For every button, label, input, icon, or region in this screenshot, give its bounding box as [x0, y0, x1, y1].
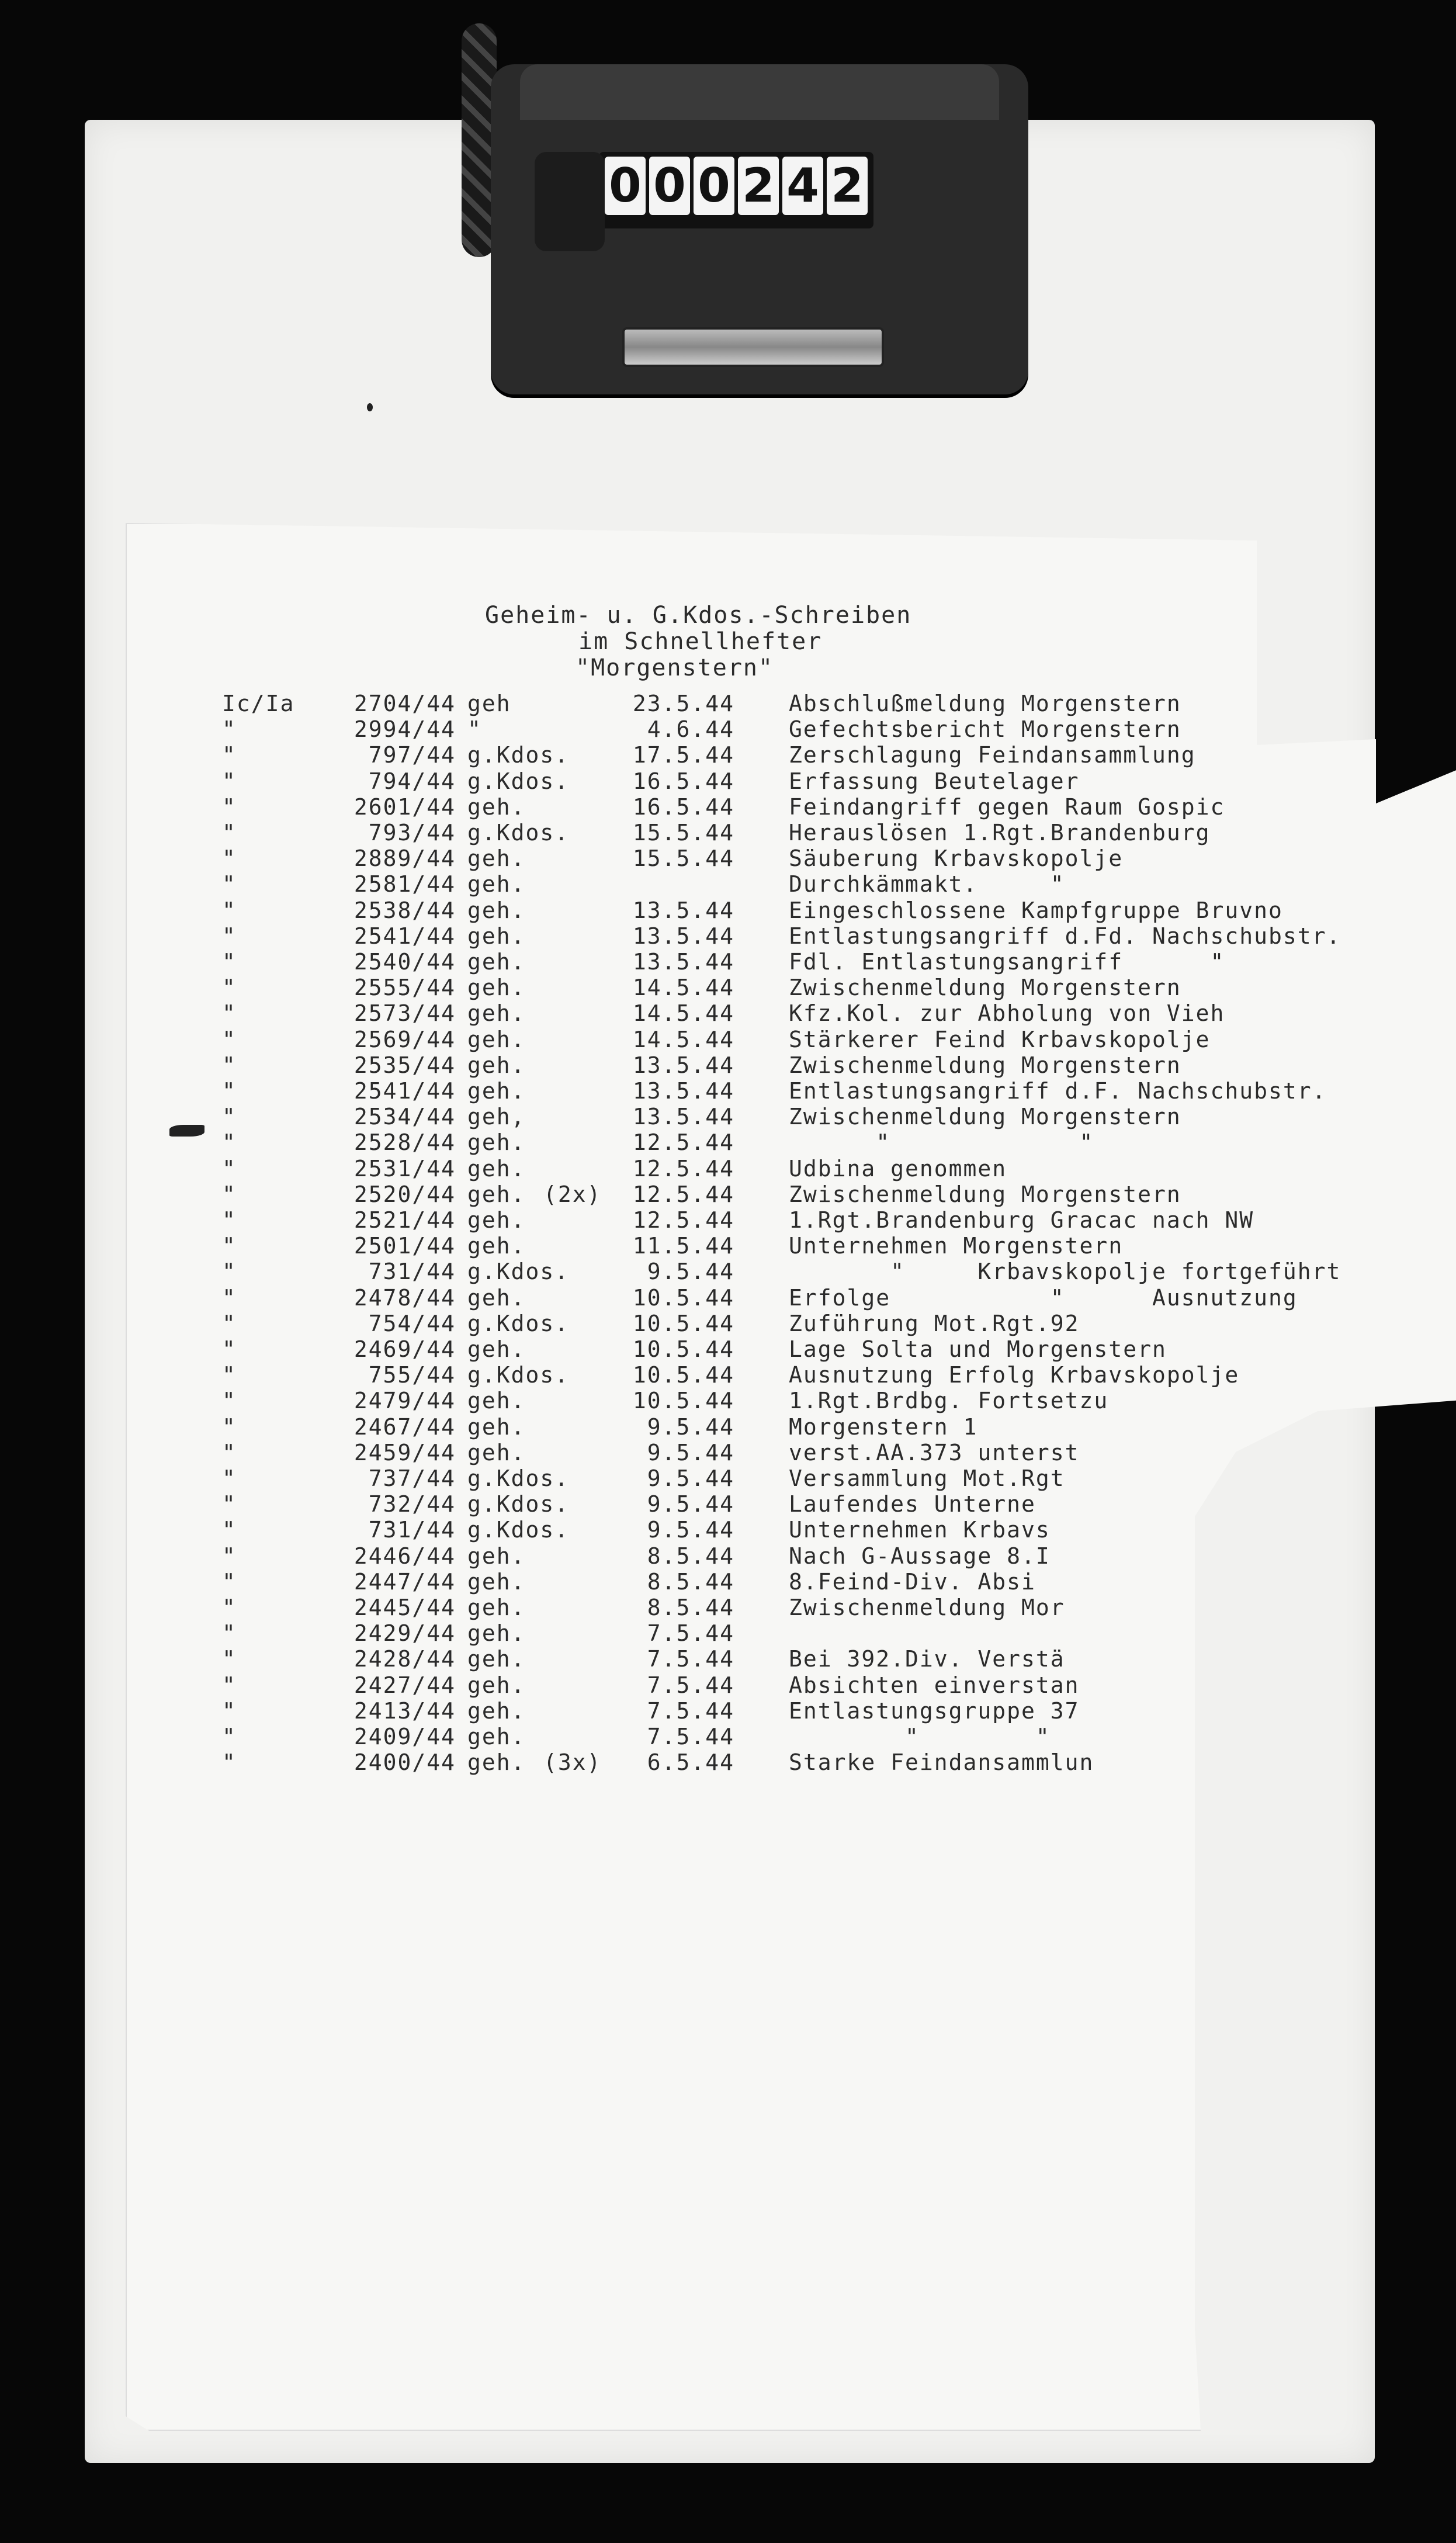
subject-cell: Erfassung Beutelager — [789, 768, 1080, 794]
reference-number: 731/44 — [368, 1517, 456, 1543]
subject-cell: Entlastungsangriff d.Fd. Nachschubstr. — [789, 923, 1341, 949]
date-cell: 9.5.44 — [647, 1517, 734, 1543]
date-cell: 8.5.44 — [647, 1543, 734, 1569]
subject-cell: " " — [789, 1724, 1051, 1749]
date-cell: 12.5.44 — [632, 1155, 734, 1182]
dept-cell: " — [222, 975, 237, 1001]
subject-cell: Bei 392.Div. Verstä — [789, 1646, 1065, 1672]
classification: geh. — [467, 1130, 526, 1156]
date-cell: 9.5.44 — [647, 1465, 734, 1491]
subject-cell: Laufendes Unterne — [789, 1491, 1036, 1518]
list-item — [0, 1078, 1456, 1104]
list-item — [0, 1440, 1456, 1465]
subject-cell: Udbina genommen — [789, 1155, 1007, 1182]
reference-number: 2555/44 — [353, 975, 456, 1001]
list-item — [0, 1646, 1456, 1672]
date-cell: 14.5.44 — [632, 1026, 734, 1052]
dept-cell: " — [222, 1026, 237, 1052]
subject-cell: Nach G-Aussage 8.I — [789, 1543, 1051, 1569]
classification: geh. — [467, 1595, 526, 1620]
date-cell: 13.5.44 — [632, 897, 734, 923]
list-item — [0, 1259, 1456, 1284]
dept-cell: " — [222, 846, 237, 872]
subject-cell: Entlastungsangriff d.F. Nachschubstr. — [789, 1078, 1327, 1104]
list-item — [0, 742, 1456, 768]
subject-cell: 1.Rgt.Brandenburg Gracac nach NW — [789, 1207, 1254, 1233]
dept-cell: " — [222, 1697, 237, 1724]
date-cell: 6.5.44 — [647, 1749, 734, 1776]
dept-cell: " — [222, 1052, 237, 1078]
subject-cell: Erfolge " Ausnutzung — [789, 1284, 1298, 1311]
counter-digit: 4 — [782, 157, 823, 215]
classification: geh. — [467, 897, 526, 923]
dept-cell: " — [222, 768, 237, 794]
dept-cell: " — [222, 1646, 237, 1672]
date-cell: 7.5.44 — [647, 1672, 734, 1698]
subject-cell: " " — [789, 1130, 1094, 1156]
copies-note: (2x) — [543, 1181, 602, 1207]
subject-cell: 1.Rgt.Brdbg. Fortsetzu — [789, 1388, 1109, 1414]
classification: geh. — [467, 1749, 526, 1776]
folder-name: "Morgenstern" — [576, 654, 774, 681]
date-cell: 10.5.44 — [632, 1284, 734, 1311]
reference-number: 2520/44 — [353, 1181, 456, 1207]
date-cell: 9.5.44 — [647, 1259, 734, 1285]
subject-cell: " Krbavskopolje fortgeführt — [789, 1259, 1341, 1285]
reference-number: 2427/44 — [353, 1672, 456, 1698]
reference-number: 2889/44 — [353, 846, 456, 872]
counter-digit: 2 — [827, 157, 868, 215]
reference-number: 2521/44 — [353, 1207, 456, 1233]
list-item — [0, 1285, 1456, 1311]
classification: geh. — [467, 1620, 526, 1647]
date-cell: 16.5.44 — [632, 794, 734, 820]
reference-number: 2528/44 — [353, 1130, 456, 1156]
list-item — [0, 1749, 1456, 1775]
dept-cell: " — [222, 1207, 237, 1233]
counter-digit: 0 — [649, 157, 690, 215]
date-cell: 13.5.44 — [632, 1104, 734, 1130]
classification: geh. — [467, 846, 526, 872]
list-item — [0, 1336, 1456, 1362]
dept-cell: " — [222, 1233, 237, 1259]
date-cell: 7.5.44 — [647, 1697, 734, 1724]
list-item — [0, 1130, 1456, 1155]
date-cell: 7.5.44 — [647, 1646, 734, 1672]
reference-number: 2400/44 — [353, 1749, 456, 1776]
date-cell: 7.5.44 — [647, 1724, 734, 1749]
list-item — [0, 1388, 1456, 1413]
list-item — [0, 1207, 1456, 1233]
list-item — [0, 1569, 1456, 1595]
list-item — [0, 1311, 1456, 1336]
subject-cell: Zuführung Mot.Rgt.92 — [789, 1310, 1080, 1336]
subject-cell: 8.Feind-Div. Absi — [789, 1568, 1036, 1595]
classification: " — [467, 716, 482, 743]
reference-number: 2569/44 — [353, 1026, 456, 1052]
classification: g.Kdos. — [467, 1517, 570, 1543]
list-item — [0, 1362, 1456, 1388]
dept-cell: " — [222, 1595, 237, 1620]
classification: geh. — [467, 871, 526, 898]
classification: geh. — [467, 1078, 526, 1104]
dept-cell: " — [222, 897, 237, 923]
counter-digit: 0 — [694, 157, 734, 215]
list-item — [0, 1517, 1456, 1543]
reference-number: 2994/44 — [353, 716, 456, 743]
list-item — [0, 1104, 1456, 1130]
date-cell: 11.5.44 — [632, 1233, 734, 1259]
date-cell: 16.5.44 — [632, 768, 734, 794]
reference-number: 731/44 — [368, 1259, 456, 1285]
classification: geh. — [467, 1697, 526, 1724]
dept-cell: " — [222, 1000, 237, 1027]
list-item — [0, 949, 1456, 975]
subject-cell: Zwischenmeldung Morgenstern — [789, 1052, 1181, 1078]
reference-number: 2540/44 — [353, 949, 456, 975]
list-item — [0, 1724, 1456, 1749]
reference-number: 2534/44 — [353, 1104, 456, 1130]
reference-number: 2531/44 — [353, 1155, 456, 1182]
list-item — [0, 1491, 1456, 1517]
date-cell: 17.5.44 — [632, 742, 734, 768]
subject-cell: Zwischenmeldung Morgenstern — [789, 1104, 1181, 1130]
reference-number: 2429/44 — [353, 1620, 456, 1647]
reference-number: 2541/44 — [353, 923, 456, 949]
dept-cell: " — [222, 1749, 237, 1776]
classification: geh. — [467, 1336, 526, 1362]
date-cell: 4.6.44 — [647, 716, 734, 743]
dept-cell: " — [222, 1259, 237, 1285]
date-cell: 10.5.44 — [632, 1362, 734, 1388]
list-item — [0, 1465, 1456, 1491]
subject-cell: Ausnutzung Erfolg Krbavskopolje — [789, 1362, 1240, 1388]
dept-cell: " — [222, 1155, 237, 1182]
subject-cell: Durchkämmakt. " — [789, 871, 1065, 898]
subject-cell: Säuberung Krbavskopolje — [789, 846, 1124, 872]
date-cell: 12.5.44 — [632, 1130, 734, 1156]
list-item — [0, 691, 1456, 716]
date-cell: 10.5.44 — [632, 1310, 734, 1336]
dept-cell: " — [222, 1078, 237, 1104]
reference-number: 2479/44 — [353, 1388, 456, 1414]
classification: geh. — [467, 1155, 526, 1182]
classification: geh. — [467, 1388, 526, 1414]
list-item — [0, 716, 1456, 742]
classification: g.Kdos. — [467, 768, 570, 794]
dept-cell: " — [222, 1491, 237, 1518]
subject-cell: Unternehmen Morgenstern — [789, 1233, 1124, 1259]
reference-number: 2447/44 — [353, 1568, 456, 1595]
classification: geh. — [467, 1207, 526, 1233]
subject-cell: Entlastungsgruppe 37 — [789, 1697, 1080, 1724]
classification: geh. — [467, 1724, 526, 1749]
date-cell: 9.5.44 — [647, 1439, 734, 1465]
reference-number: 2535/44 — [353, 1052, 456, 1078]
margin-mark — [169, 1125, 204, 1137]
date-cell: 14.5.44 — [632, 975, 734, 1001]
dept-cell: " — [222, 1181, 237, 1207]
date-cell: 13.5.44 — [632, 1052, 734, 1078]
classification: geh, — [467, 1104, 526, 1130]
reference-number: 2704/44 — [353, 691, 456, 716]
subject-cell: Abschlußmeldung Morgenstern — [789, 691, 1181, 716]
list-item — [0, 1698, 1456, 1724]
classification: geh — [467, 691, 511, 716]
list-item — [0, 1620, 1456, 1646]
dept-cell: " — [222, 1620, 237, 1647]
dept-cell: " — [222, 1724, 237, 1749]
date-cell: 9.5.44 — [647, 1413, 734, 1440]
reference-number: 2469/44 — [353, 1336, 456, 1362]
subject-cell: verst.AA.373 unterst — [789, 1439, 1080, 1465]
list-item — [0, 768, 1456, 794]
reference-number: 2501/44 — [353, 1233, 456, 1259]
list-item — [0, 1414, 1456, 1440]
reference-number: 737/44 — [368, 1465, 456, 1491]
reference-number: 2445/44 — [353, 1595, 456, 1620]
subject-cell: Versammlung Mot.Rgt — [789, 1465, 1065, 1491]
copies-note: (3x) — [543, 1749, 602, 1776]
reference-number: 2541/44 — [353, 1078, 456, 1104]
reference-number: 797/44 — [368, 742, 456, 768]
classification: g.Kdos. — [467, 1310, 570, 1336]
list-item — [0, 871, 1456, 897]
date-cell: 23.5.44 — [632, 691, 734, 716]
page-title: Geheim- u. G.Kdos.-Schreiben — [485, 602, 912, 629]
dept-cell: " — [222, 1568, 237, 1595]
subject-cell: Fdl. Entlastungsangriff " — [789, 949, 1225, 975]
date-cell: 9.5.44 — [647, 1491, 734, 1518]
dept-cell: " — [222, 716, 237, 743]
date-cell: 13.5.44 — [632, 1078, 734, 1104]
classification: g.Kdos. — [467, 1362, 570, 1388]
classification: geh. — [467, 1233, 526, 1259]
reference-number: 2413/44 — [353, 1697, 456, 1724]
classification: geh. — [467, 1672, 526, 1698]
dept-cell: " — [222, 1130, 237, 1156]
dept-cell: " — [222, 742, 237, 768]
list-item — [0, 1595, 1456, 1620]
classification: geh. — [467, 1543, 526, 1569]
dept-cell: " — [222, 1388, 237, 1414]
list-item — [0, 1543, 1456, 1569]
subject-cell: Absichten einverstan — [789, 1672, 1080, 1698]
date-cell: 10.5.44 — [632, 1388, 734, 1414]
dept-cell: " — [222, 871, 237, 898]
classification: geh. — [467, 949, 526, 975]
classification: g.Kdos. — [467, 1491, 570, 1518]
subject-cell: Zwischenmeldung Morgenstern — [789, 1181, 1181, 1207]
list-item — [0, 975, 1456, 1000]
reference-number: 794/44 — [368, 768, 456, 794]
dept-cell: " — [222, 1543, 237, 1569]
list-item — [0, 1233, 1456, 1259]
list-item — [0, 1052, 1456, 1078]
classification: geh. — [467, 975, 526, 1001]
dept-cell: " — [222, 1672, 237, 1698]
classification: g.Kdos. — [467, 1259, 570, 1285]
reference-number: 2446/44 — [353, 1543, 456, 1569]
classification: geh. — [467, 1413, 526, 1440]
list-item — [0, 1027, 1456, 1052]
subject-cell: Kfz.Kol. zur Abholung von Vieh — [789, 1000, 1225, 1027]
classification: geh. — [467, 923, 526, 949]
reference-number: 732/44 — [368, 1491, 456, 1518]
list-item — [0, 898, 1456, 923]
list-item — [0, 794, 1456, 820]
classification: geh. — [467, 1052, 526, 1078]
dept-cell: " — [222, 1362, 237, 1388]
reference-number: 755/44 — [368, 1362, 456, 1388]
reference-number: 2478/44 — [353, 1284, 456, 1311]
date-cell: 7.5.44 — [647, 1620, 734, 1647]
subject-cell: Herauslösen 1.Rgt.Brandenburg — [789, 820, 1211, 846]
classification: g.Kdos. — [467, 820, 570, 846]
list-item — [0, 1672, 1456, 1698]
subject-cell: Lage Solta und Morgenstern — [789, 1336, 1167, 1362]
reference-number: 2601/44 — [353, 794, 456, 820]
list-item — [0, 846, 1456, 871]
reference-number: 793/44 — [368, 820, 456, 846]
dept-cell: " — [222, 1310, 237, 1336]
list-item — [0, 1156, 1456, 1182]
date-cell: 8.5.44 — [647, 1595, 734, 1620]
date-cell: 10.5.44 — [632, 1336, 734, 1362]
subject-cell: Gefechtsbericht Morgenstern — [789, 716, 1181, 743]
dept-cell: " — [222, 820, 237, 846]
dept-cell: " — [222, 923, 237, 949]
classification: geh. — [467, 1284, 526, 1311]
date-cell: 15.5.44 — [632, 820, 734, 846]
reference-number: 2573/44 — [353, 1000, 456, 1027]
counter-digit: 2 — [738, 157, 779, 215]
dept-cell: " — [222, 1336, 237, 1362]
dept-cell: " — [222, 1517, 237, 1543]
subject-cell: Unternehmen Krbavs — [789, 1517, 1051, 1543]
dept-cell: " — [222, 1465, 237, 1491]
subject-cell: Zerschlagung Feindansammlung — [789, 742, 1196, 768]
classification: geh. — [467, 1568, 526, 1595]
classification: geh. — [467, 1439, 526, 1465]
subject-cell: Starke Feindansammlun — [789, 1749, 1094, 1776]
reference-number: 2409/44 — [353, 1724, 456, 1749]
list-item — [0, 1182, 1456, 1207]
dept-cell: " — [222, 949, 237, 975]
reference-number: 2538/44 — [353, 897, 456, 923]
subject-cell: Stärkerer Feind Krbavskopolje — [789, 1026, 1211, 1052]
date-cell: 15.5.44 — [632, 846, 734, 872]
list-item — [0, 1000, 1456, 1026]
subject-cell: Zwischenmeldung Mor — [789, 1595, 1065, 1620]
date-cell: 14.5.44 — [632, 1000, 734, 1027]
dept-cell: " — [222, 1104, 237, 1130]
list-item — [0, 820, 1456, 846]
date-cell: 12.5.44 — [632, 1181, 734, 1207]
date-cell: 13.5.44 — [632, 923, 734, 949]
date-cell: 8.5.44 — [647, 1568, 734, 1595]
classification: geh. — [467, 1026, 526, 1052]
dept-cell: Ic/Ia — [222, 691, 295, 716]
reference-number: 2428/44 — [353, 1646, 456, 1672]
subject-cell: Morgenstern 1 — [789, 1413, 978, 1440]
classification: geh. — [467, 1181, 526, 1207]
subject-cell: Zwischenmeldung Morgenstern — [789, 975, 1181, 1001]
reference-number: 754/44 — [368, 1310, 456, 1336]
classification: geh. — [467, 794, 526, 820]
dept-cell: " — [222, 1413, 237, 1440]
classification: g.Kdos. — [467, 1465, 570, 1491]
counter-digit: 0 — [605, 157, 646, 215]
reference-number: 2467/44 — [353, 1413, 456, 1440]
subject-cell: Eingeschlossene Kampfgruppe Bruvno — [789, 897, 1283, 923]
page-subtitle: im Schnellhefter — [578, 628, 823, 655]
subject-cell: Feindangriff gegen Raum Gospic — [789, 794, 1225, 820]
classification: geh. — [467, 1000, 526, 1027]
reference-number: 2459/44 — [353, 1439, 456, 1465]
date-cell: 12.5.44 — [632, 1207, 734, 1233]
reference-number: 2581/44 — [353, 871, 456, 898]
classification: g.Kdos. — [467, 742, 570, 768]
dept-cell: " — [222, 1284, 237, 1311]
dept-cell: " — [222, 1439, 237, 1465]
classification: geh. — [467, 1646, 526, 1672]
list-item — [0, 923, 1456, 949]
date-cell: 13.5.44 — [632, 949, 734, 975]
dept-cell: " — [222, 794, 237, 820]
